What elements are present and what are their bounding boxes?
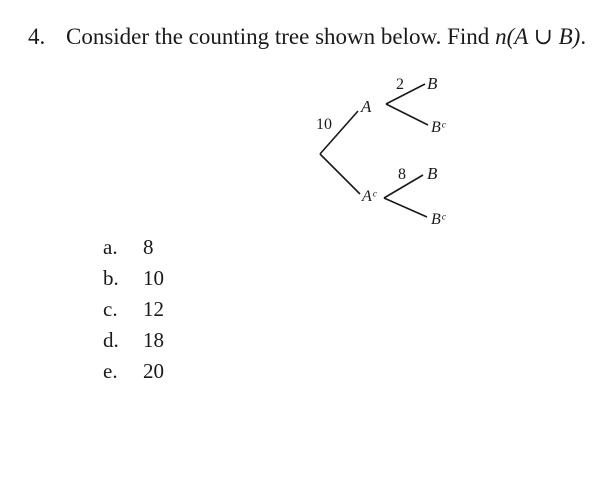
choice-d[interactable] <box>103 325 164 356</box>
tree-label-lower-b-complement: Bᶜ <box>431 211 445 228</box>
tree-label-lower-b: B <box>427 164 438 183</box>
branch-ac-to-bc <box>384 198 427 217</box>
branch-a-to-bc <box>386 104 428 125</box>
branch-root-to-ac <box>320 154 360 194</box>
answer-choices <box>103 232 164 387</box>
question-end: . <box>580 24 587 49</box>
choice-value: 20 <box>143 359 164 383</box>
tree-count-upper: 2 <box>396 76 404 93</box>
choice-e[interactable] <box>103 356 164 387</box>
tree-label-a-complement: Aᶜ <box>362 188 376 205</box>
tree-label-upper-b-complement: Bᶜ <box>431 119 445 136</box>
choice-value: 8 <box>143 235 154 259</box>
tree-label-a: A <box>361 97 372 116</box>
question-math: n(A ∪ B) <box>495 24 581 49</box>
choice-letter: e. <box>103 359 118 383</box>
choice-value: 10 <box>143 266 164 290</box>
question-number: 4. <box>28 24 46 49</box>
tree-label-upper-b: B <box>427 74 438 93</box>
choice-letter: d. <box>103 328 119 352</box>
choice-a[interactable] <box>103 232 164 263</box>
choice-value: 12 <box>143 297 164 321</box>
branch-a-to-b <box>386 84 425 104</box>
tree-root-total: 10 <box>316 116 332 133</box>
question-prompt <box>28 24 586 50</box>
question-text: Consider the counting tree shown below. Find <box>66 24 496 49</box>
choice-letter: a. <box>103 235 118 259</box>
choice-letter: c. <box>103 297 118 321</box>
choice-letter: b. <box>103 266 119 290</box>
tree-count-lower: 8 <box>398 166 406 183</box>
choice-b[interactable] <box>103 263 164 294</box>
counting-tree <box>300 62 480 237</box>
choice-value: 18 <box>143 328 164 352</box>
choice-c[interactable] <box>103 294 164 325</box>
